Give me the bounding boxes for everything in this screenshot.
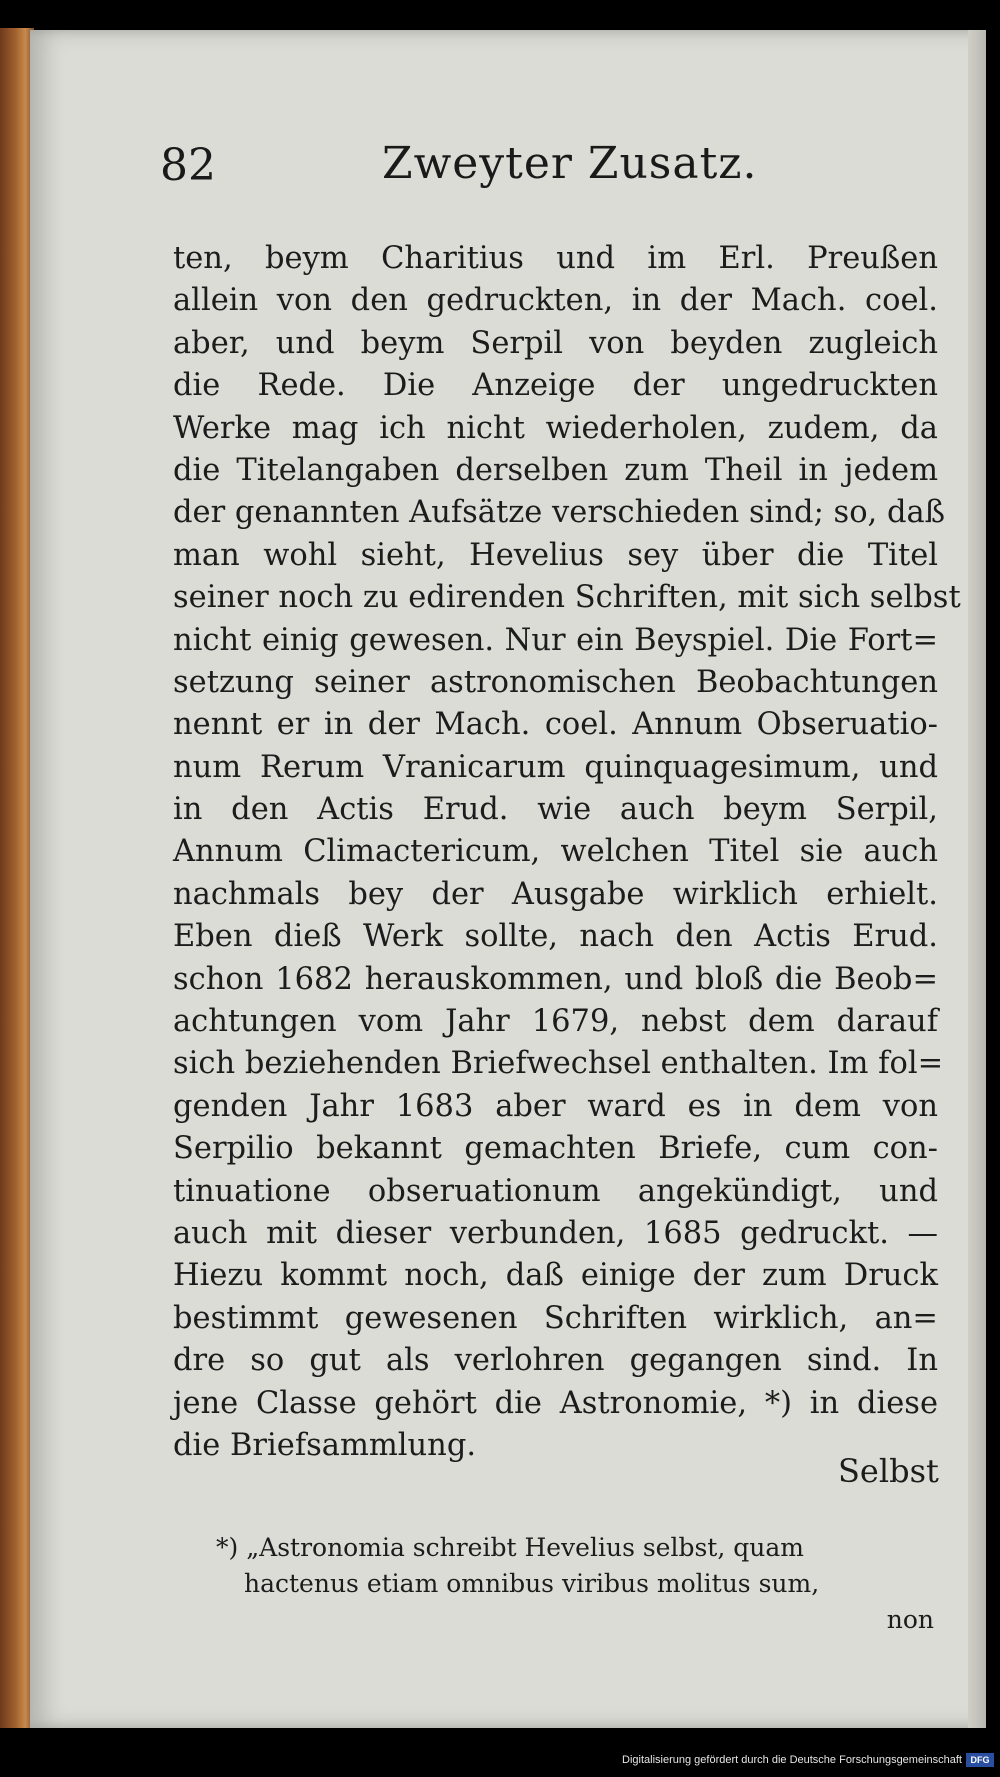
text-line: Werke mag ich nicht wiederholen, zudem, da (173, 410, 938, 446)
text-line: genden Jahr 1683 aber ward es in dem von (173, 1088, 938, 1124)
text-line: die Rede. Die Anzeige der ungedruckten (173, 368, 938, 404)
footnote-line: *) „Astronomia schreibt Hevelius selbst, quam (216, 1533, 804, 1562)
text-line: nachmals bey der Ausgabe wirklich erhielt. (173, 876, 938, 912)
text-line: Serpilio bekannt gemachten Briefe, cum con- (173, 1131, 938, 1167)
text-line: aber, und beym Serpil von beyden zugleich (173, 325, 938, 361)
page-edge (968, 30, 986, 1728)
digitization-credit: Digitalisierung gefördert durch die Deutsche Forschungsgemeinschaft (622, 1754, 962, 1766)
footnote (216, 1530, 934, 1638)
text-line: Annum Climactericum, welchen Titel sie auch (173, 834, 938, 870)
text-line: man wohl sieht, Hevelius sey über die Titel (173, 537, 938, 573)
text-line: bestimmt gewesenen Schriften wirklich, an= (173, 1300, 938, 1336)
text-line: nennt er in der Mach. coel. Annum Obseruatio- (173, 707, 938, 743)
text-line: tinuatione obseruationum angekündigt, und (173, 1173, 938, 1209)
text-line: num Rerum Vranicarum quinquagesimum, und (173, 749, 938, 785)
text-line: sich beziehenden Briefwechsel enthalten. Im fol= (173, 1046, 944, 1082)
page-number: 82 (160, 140, 216, 191)
text-line: Hiezu kommt noch, daß einige der zum Druck (173, 1258, 938, 1294)
text-line: seiner noch zu edirenden Schriften, mit sich selbst (173, 580, 961, 616)
body-text (173, 238, 961, 1467)
text-line: dre so gut als verlohren gegangen sind. In (173, 1343, 938, 1379)
footnote-line: hactenus etiam omnibus viribus molitus sum, (244, 1569, 820, 1598)
text-line: nicht einig gewesen. Nur ein Beyspiel. Die Fort= (173, 622, 938, 658)
text-line: die Briefsammlung. (173, 1427, 477, 1463)
text-line: der genannten Aufsätze verschieden sind; so, daß (173, 495, 946, 531)
text-line: achtungen vom Jahr 1679, nebst dem darauf (173, 1004, 938, 1040)
text-line: schon 1682 herauskommen, und bloß die Beob= (173, 961, 938, 997)
text-line: jene Classe gehört die Astronomie, *) in diese (173, 1385, 938, 1421)
book-spine-edge (0, 28, 34, 1728)
text-line: in den Actis Erud. wie auch beym Serpil, (173, 792, 938, 828)
text-line: auch mit dieser verbunden, 1685 gedruckt. — (173, 1215, 938, 1251)
text-line: die Titelangaben derselben zum Theil in jedem (173, 452, 938, 488)
text-line: ten, beym Charitius und im Erl. Preußen (173, 241, 938, 276)
text-line: allein von den gedruckten, in der Mach. coel. (173, 283, 938, 319)
running-head: Zweyter Zusatz. (382, 138, 758, 189)
page-header (160, 130, 800, 210)
dfg-logo-icon: DFG (966, 1753, 994, 1767)
footnote-line: non (886, 1605, 934, 1634)
text-line: Eben dieß Werk sollte, nach den Actis Erud. (173, 919, 938, 955)
catchword: Selbst (838, 1452, 939, 1490)
text-line: setzung seiner astronomischen Beobachtungen (173, 664, 938, 700)
